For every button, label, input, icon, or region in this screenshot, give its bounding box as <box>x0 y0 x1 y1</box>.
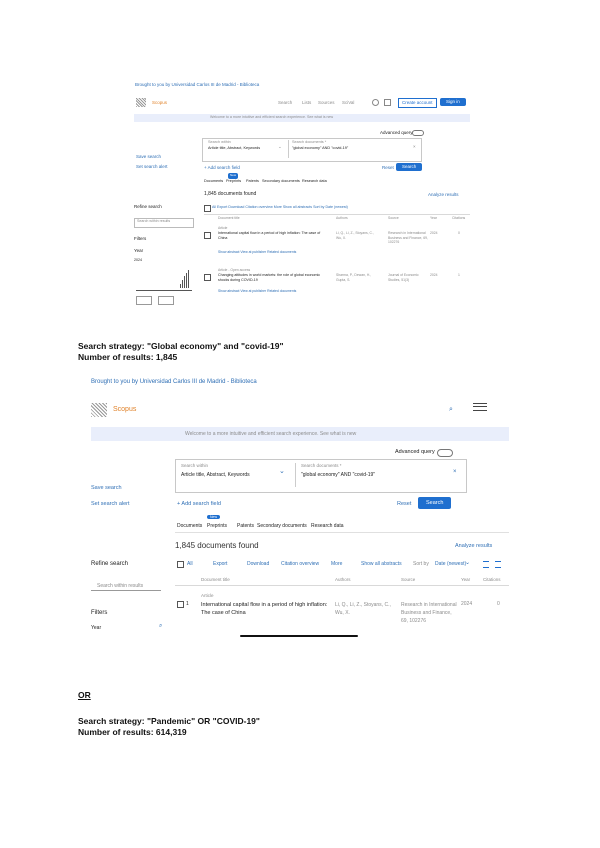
col-source: Source <box>388 216 399 220</box>
toolbar-export[interactable]: Export <box>213 561 228 567</box>
tab-patents[interactable]: Patents <box>246 179 259 183</box>
caption-2-results: Number of results: 614,319 <box>78 727 187 737</box>
row-2-type: Article - Open access <box>218 268 251 272</box>
select-all-checkbox[interactable] <box>204 205 211 212</box>
row-1-source[interactable]: Research in International Business and Finance, 69, 102276 <box>401 602 457 624</box>
row-1-year: 2024 <box>461 601 473 607</box>
year-histogram[interactable] <box>140 270 192 288</box>
sign-in-button[interactable]: Sign in <box>440 98 466 106</box>
advanced-query-toggle[interactable] <box>437 449 453 457</box>
row-2-authors[interactable]: Sharma, P., Dewan, H., Gupta, S. <box>336 273 372 282</box>
tab-research-data[interactable]: Research data <box>302 179 327 183</box>
row-2-title[interactable]: Changing attitudes in world markets: the role of global economic shocks during COVID-19 <box>218 273 321 282</box>
clear-icon[interactable]: × <box>453 469 457 475</box>
logo-text: Scopus <box>152 100 168 105</box>
institution-icon[interactable] <box>384 99 391 106</box>
filters-heading: Filters <box>91 610 108 616</box>
welcome-text: Welcome to a more intuitive and efficient search experience. See what is new <box>210 115 334 119</box>
compact-view-icon[interactable] <box>495 561 501 568</box>
year-range-from[interactable]: 2024 <box>134 258 142 262</box>
add-field-link[interactable]: + Add search field <box>177 501 221 507</box>
search-docs-input[interactable]: "global economy" AND "covid-19" <box>292 146 349 150</box>
year-label: Year <box>134 248 144 253</box>
analyze-results-link[interactable]: Analyze results <box>455 543 493 549</box>
list-view-icon[interactable] <box>483 561 489 568</box>
row-1-checkbox[interactable] <box>177 601 184 608</box>
scopus-logo-icon <box>136 98 146 107</box>
tab-documents[interactable]: Documents <box>177 523 203 529</box>
tab-badge: New <box>207 515 220 519</box>
search-button[interactable]: Search <box>396 163 422 171</box>
brought-by: Brought to you by Universidad Carlos III de Madrid - Biblioteca <box>91 379 257 385</box>
search-icon[interactable]: ⌕ <box>449 406 453 413</box>
row-2-cites: 1 <box>458 273 460 277</box>
search-button[interactable]: Search <box>418 497 451 509</box>
toolbar-show-abstracts[interactable]: Show all abstracts <box>361 561 402 567</box>
logo-text: Scopus <box>113 406 137 413</box>
screenshot-1 <box>130 78 475 340</box>
caption-1-results: Number of results: 1,845 <box>78 352 178 362</box>
row-1-authors[interactable]: Li, Q., Li, Z., Stoyans, C., Wu, X. <box>335 602 391 616</box>
set-alert-link[interactable]: Set search alert <box>91 501 130 507</box>
col-citations: Citations <box>452 216 466 220</box>
scopus-logo-icon <box>91 403 107 417</box>
add-field-link[interactable]: + Add search field <box>204 165 240 170</box>
row-1-checkbox[interactable] <box>204 232 211 239</box>
row-2-links[interactable]: Show abstract View at publisher Related documents <box>218 289 297 293</box>
tab-research-data[interactable]: Research data <box>311 523 344 529</box>
nav-scival[interactable]: SciVal <box>342 100 355 105</box>
columns-divider <box>175 585 509 586</box>
toolbar-citation-overview[interactable]: Citation overview <box>281 561 320 567</box>
row-1-type: Article <box>218 226 228 230</box>
search-within-select[interactable]: Article title, Abstract, Keywords <box>181 472 250 478</box>
row-1-cites: 0 <box>497 601 500 607</box>
columns-divider <box>204 214 470 215</box>
reset-button[interactable]: Reset <box>397 501 412 507</box>
search-docs-input[interactable]: "global economy" AND "covid-19" <box>301 472 376 478</box>
form-divider <box>288 140 289 158</box>
select-all-checkbox[interactable] <box>177 561 184 568</box>
caption-2-strategy: Search strategy: "Pandemic" OR "COVID-19" <box>78 716 260 726</box>
menu-icon[interactable] <box>473 403 487 411</box>
toolbar-download[interactable]: Download <box>247 561 270 567</box>
col-title: Document title <box>218 216 240 220</box>
docs-found-heading: 1,845 documents found <box>175 541 259 550</box>
row-1-type: Article <box>201 593 214 598</box>
year-slider[interactable] <box>136 290 192 291</box>
screenshot-2 <box>85 375 515 640</box>
tab-secondary[interactable]: Secondary documents <box>262 179 300 183</box>
save-search-link[interactable]: Save search <box>136 154 162 159</box>
save-search-link[interactable]: Save search <box>91 485 122 491</box>
welcome-text: Welcome to a more intuitive and efficient search experience. See what is new <box>185 431 357 437</box>
row-1-authors[interactable]: Li, Q., Li, Z., Stoyans, C., Wu, X. <box>336 231 374 240</box>
chevron-down-icon[interactable]: ⌄ <box>278 144 282 149</box>
sort-by-label: Sort by <box>413 561 429 567</box>
year-label: Year <box>91 625 102 631</box>
nav-search[interactable]: Search <box>278 100 293 105</box>
help-icon[interactable] <box>372 99 379 106</box>
analyze-results-link[interactable]: Analyze results <box>428 192 459 197</box>
tab-patents[interactable]: Patents <box>237 523 254 529</box>
clear-icon[interactable]: × <box>413 144 416 149</box>
search-within-results-placeholder: Search within results <box>97 583 144 589</box>
sort-chevron-icon[interactable]: ⌄ <box>465 560 471 566</box>
results-toolbar[interactable]: All Export Download Citation overview More Show all abstracts Sort by Date (newest) <box>212 205 348 209</box>
col-year: Year <box>430 216 437 220</box>
chevron-down-icon[interactable]: ⌄ <box>279 468 285 475</box>
search-docs-label: Search documents * <box>301 463 342 468</box>
row-2-year: 2024 <box>430 273 438 277</box>
tab-badge: New <box>230 173 237 177</box>
row-1-number: 1 <box>186 601 189 607</box>
row-1-title[interactable]: International capital flow in a period of high inflation: The case of China <box>218 231 321 240</box>
row-1-cites: 0 <box>458 231 460 235</box>
row-1-title[interactable]: International capital flow in a period of high inflation: The case of China <box>201 602 328 616</box>
tab-preprints[interactable]: Preprints <box>226 179 242 183</box>
toolbar-all[interactable]: All <box>187 561 193 567</box>
reset-button[interactable]: Reset <box>382 165 394 170</box>
sort-select[interactable]: Date (newest) <box>435 561 467 567</box>
year-from-input[interactable] <box>136 296 152 305</box>
filters-heading: Filters <box>134 236 147 241</box>
search-within-label: Search within <box>181 463 209 468</box>
row-1-year: 2024 <box>430 231 438 235</box>
search-within-label: Search within <box>208 140 231 144</box>
advanced-query-toggle[interactable] <box>412 130 424 136</box>
nav-sources[interactable]: Sources <box>318 100 335 105</box>
col-authors: Authors <box>336 216 348 220</box>
or-label: OR <box>78 690 91 700</box>
form-divider <box>295 463 296 487</box>
row-1-links[interactable]: Show abstract View at publisher Related documents <box>218 250 297 254</box>
advanced-query-label[interactable]: Advanced query <box>380 130 413 135</box>
refine-heading: Refine search <box>134 204 162 209</box>
row-2-source[interactable]: Journal of Economic Studies, 51(3) <box>388 273 419 282</box>
search-within-select[interactable]: Article title, Abstract, Keywords <box>208 146 261 150</box>
col-year: Year <box>461 577 471 582</box>
search-within-results-placeholder: Search within results <box>137 219 171 223</box>
col-source: Source <box>401 577 416 582</box>
refine-heading: Refine search <box>91 561 129 567</box>
year-filter-icon[interactable]: ⌕ <box>159 623 163 629</box>
caption-1-strategy: Search strategy: "Global economy" and "covid-19" <box>78 341 284 351</box>
col-citations: Citations <box>483 577 501 582</box>
brought-by: Brought to you by Universidad Carlos III de Madrid - Biblioteca <box>135 82 260 87</box>
create-account-button[interactable]: Create account <box>398 98 437 108</box>
docs-found-heading: 1,845 documents found <box>204 191 257 197</box>
advanced-query-label[interactable]: Advanced query <box>395 449 435 455</box>
col-title: Document title <box>201 577 230 582</box>
home-indicator <box>240 635 358 637</box>
toolbar-more[interactable]: More <box>331 561 343 567</box>
year-to-input[interactable] <box>158 296 174 305</box>
tabs-underline <box>175 532 509 533</box>
set-alert-link[interactable]: Set search alert <box>136 164 168 169</box>
tab-documents[interactable]: Documents <box>204 179 224 183</box>
nav-lists[interactable]: Lists <box>302 100 312 105</box>
tab-preprints[interactable]: Preprints <box>207 523 228 529</box>
row-1-source[interactable]: Research in International Business and Finance, 69, 102276 <box>388 231 428 244</box>
row-2-checkbox[interactable] <box>204 274 211 281</box>
col-authors: Authors <box>335 577 351 582</box>
search-docs-label: Search documents * <box>292 140 327 144</box>
tab-secondary[interactable]: Secondary documents <box>257 523 307 529</box>
